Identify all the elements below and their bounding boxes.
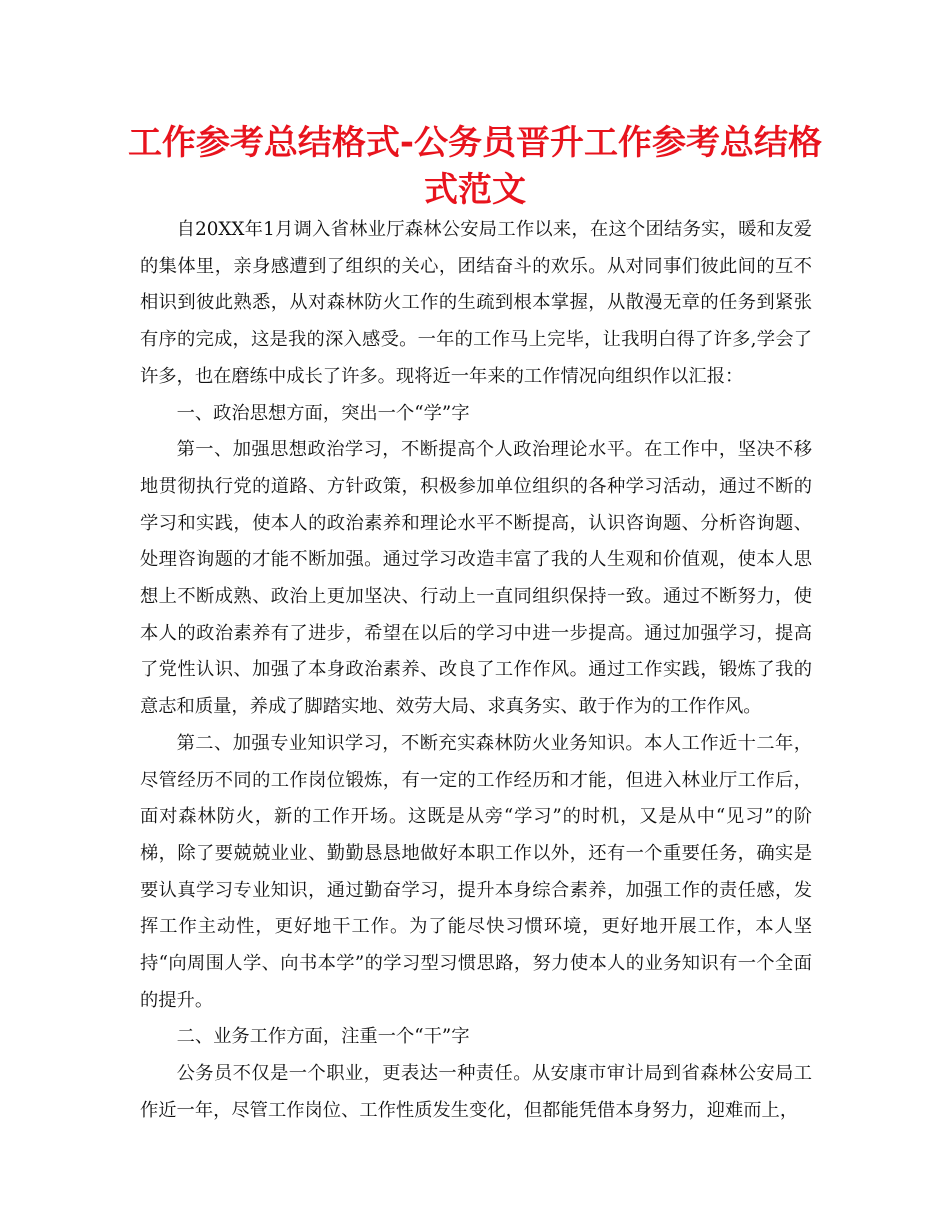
section-heading-politics: 一、政治思想方面，突出一个“学”字 xyxy=(176,402,470,424)
paragraph-civil-servant: 公务员不仅是一个职业，更表达一种责任。从安康市审计局到省森林公安局工作近一年，尽管工作岗位、工作性质发生变化，但都能凭借本身努力，迎难而上， xyxy=(140,1063,812,1121)
paragraph-political-study: 第一、加强思想政治学习，不断提高个人政治理论水平。在工作中，坚决不移地贯彻执行党的道路、方针政策，积极参加单位组织的各种学习活动，通过不断的学习和实践，使本人的政治素养和理论水平不断提高，认识咨询题、分析咨询题、处理咨询题的才能不断加强。通过学习改造丰富了我的人生观和价值观，使本人思想上不断成熟、政治上更加坚决、行动上一直同组织保持一致。通过不断努力，使本人的政治素养有了进步，希望在以后的学习中进一步提高。通过加强学习，提高了党性认识、加强了本身政治素养、改良了工作作风。通过工作实践，锻炼了我的意志和质量，养成了脚踏实地、效劳大局、求真务实、敢于作为的工作作风。 xyxy=(140,439,812,718)
document-body xyxy=(140,212,812,1130)
paragraph-professional-study: 第二、加强专业知识学习，不断充实森林防火业务知识。本人工作近十二年，尽管经历不同的工作岗位锻炼，有一定的工作经历和才能，但进入林业厅工作后，面对森林防火，新的工作开场。这既是从旁“学习”的时机，又是从中“见习”的阶梯，除了要兢兢业业、勤勤恳恳地做好本职工作以外，还有一个重要任务，确实是要认真学习专业知识，通过勤奋学习，提升本身综合素养，加强工作的责任感，发挥工作主动性，更好地干工作。为了能尽快习惯环境，更好地开展工作，本人坚持“向周围人学、向书本学”的学习型习惯思路，努力使本人的业务知识有一个全面的提升。 xyxy=(140,732,812,1011)
document-title: 工作参考总结格式-公务员晋升工作参考总结格式范文 xyxy=(127,123,823,210)
section-heading-business: 二、业务工作方面，注重一个“干”字 xyxy=(176,1026,470,1048)
paragraph-intro: 自20XX年1月调入省林业厅森林公安局工作以来，在这个团结务实，暖和友爱的集体里，亲身感遭到了组织的关心，团结奋斗的欢乐。从对同事们彼此间的互不相识到彼此熟悉，从对森林防火工作的生疏到根本掌握，从散漫无章的任务到紧张有序的完成，这是我的深入感受。一年的工作马上完毕，让我明白得了许多,学会了许多，也在磨练中成长了许多。现将近一年来的工作情况向组织作以汇报： xyxy=(140,219,812,387)
